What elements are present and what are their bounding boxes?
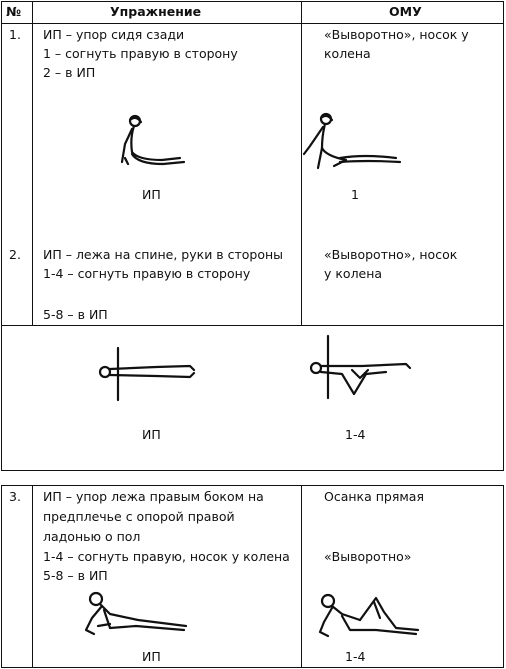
row2-caption-left: ИП [142,427,161,442]
row3-omu-line1: Осанка прямая [324,489,424,504]
row1-number: 1. [9,27,21,42]
figure-sitting-bent-leg-icon [300,110,404,174]
row1-omu-line1: «Выворотно», носок у [324,27,469,42]
row3-caption-right: 1-4 [345,649,366,664]
row1-caption-right: 1 [351,187,359,202]
row1-exercise-line2: 1 – согнуть правую в сторону [43,46,238,61]
row1-caption-left: ИП [142,187,161,202]
header-exercise: Упражнение [110,4,202,19]
row2-bottom-divider [1,325,504,326]
row2-omu-line2: у колена [324,266,383,281]
row3-exercise-line4: 1-4 – согнуть правую, носок у колена [43,549,290,564]
row3-exercise-line5: 5-8 – в ИП [43,568,108,583]
figure-side-lying-icon [80,590,190,636]
row3-number: 3. [9,489,21,504]
row3-exercise-line3: ладонью о пол [43,529,141,544]
figure-lying-icon [94,346,198,402]
header-divider [1,23,504,24]
row3-caption-left: ИП [142,649,161,664]
row1-exercise-line1: ИП – упор сидя сзади [43,27,185,42]
row2-number: 2. [9,247,21,262]
header-omu: ОМУ [389,4,422,19]
row2-caption-right: 1-4 [345,427,366,442]
row2-exercise-line3: 5-8 – в ИП [43,307,108,322]
row3-col-divider-omu [301,485,302,668]
row1-omu-line2: колена [324,46,371,61]
header-num: № [6,4,22,19]
figure-sitting-icon [108,112,190,174]
figure-lying-bent-leg-icon [306,334,416,402]
figure-side-lying-bent-leg-icon [314,590,424,640]
row2-omu-line1: «Выворотно», носок [324,247,458,262]
row3-exercise-line2: предплечье с опорой правой [43,509,235,524]
col-divider-num [32,1,33,325]
row2-exercise-line1: ИП – лежа на спине, руки в стороны [43,247,284,262]
row1-exercise-line3: 2 – в ИП [43,65,96,80]
row3-col-divider-num [32,485,33,668]
row2-exercise-line2: 1-4 – согнуть правую в сторону [43,266,251,281]
row3-omu-line2: «Выворотно» [324,549,412,564]
row3-exercise-line1: ИП – упор лежа правым боком на [43,489,264,504]
